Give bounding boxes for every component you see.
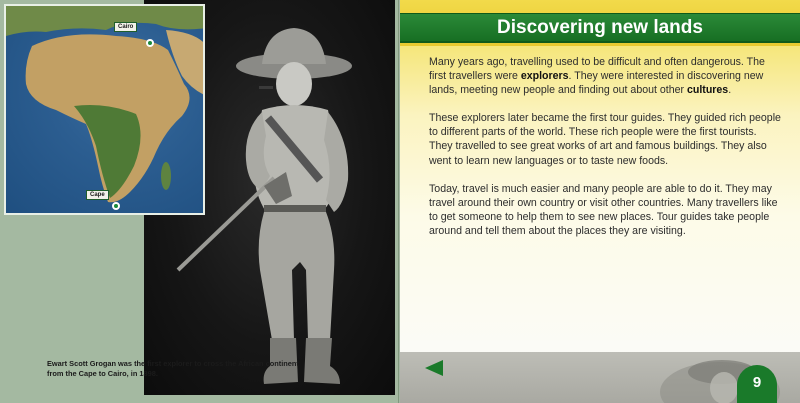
paragraph-1-text-c: . (728, 84, 732, 97)
cape-location-marker (112, 202, 120, 210)
keyword-explorers: explorers (520, 70, 569, 83)
right-page (400, 0, 800, 403)
title-bar (400, 13, 800, 43)
map-label-cape: Cape (86, 190, 109, 200)
paragraph-2: These explorers later became the first tour guides. They guided rich people to different parts of the world. These rich people were the first tourists. They travelled to see great works of art and famous buildings. They also went to learn new languages or to taste new foods. (429, 112, 781, 167)
paragraph-1-text-a: Many years ago, travelling used to be difficult and often dangerous. The first travellers were (429, 56, 765, 83)
page-title: Discovering new lands (497, 17, 703, 38)
paragraph-1-text-b: . They were interested in discovering new lands, meeting new people and finding out about other (429, 70, 764, 97)
photo-caption (47, 359, 337, 379)
africa-continent-shape (6, 6, 205, 215)
caption-arrow-icon (425, 360, 443, 376)
paragraph-3: Today, travel is much easier and many people are able to do it. They may travel around their own country or visit other countries. Many travellers like to get someone to help them to see new places. Tour guides take people around and tell them about the places they are visiting. (429, 182, 778, 237)
body-text (429, 55, 781, 252)
africa-map (4, 4, 205, 215)
cairo-location-marker (146, 39, 154, 47)
caption-line-2: from the Cape to Cairo, in 1898. (47, 369, 158, 378)
caption-line-1: Ewart Scott Grogan was the first explorer to cross the African continent (47, 359, 299, 368)
map-label-cairo: Cairo (114, 22, 137, 32)
paragraph-1 (429, 55, 781, 97)
page-number: 9 (737, 365, 777, 403)
keyword-cultures: cultures (686, 84, 729, 97)
